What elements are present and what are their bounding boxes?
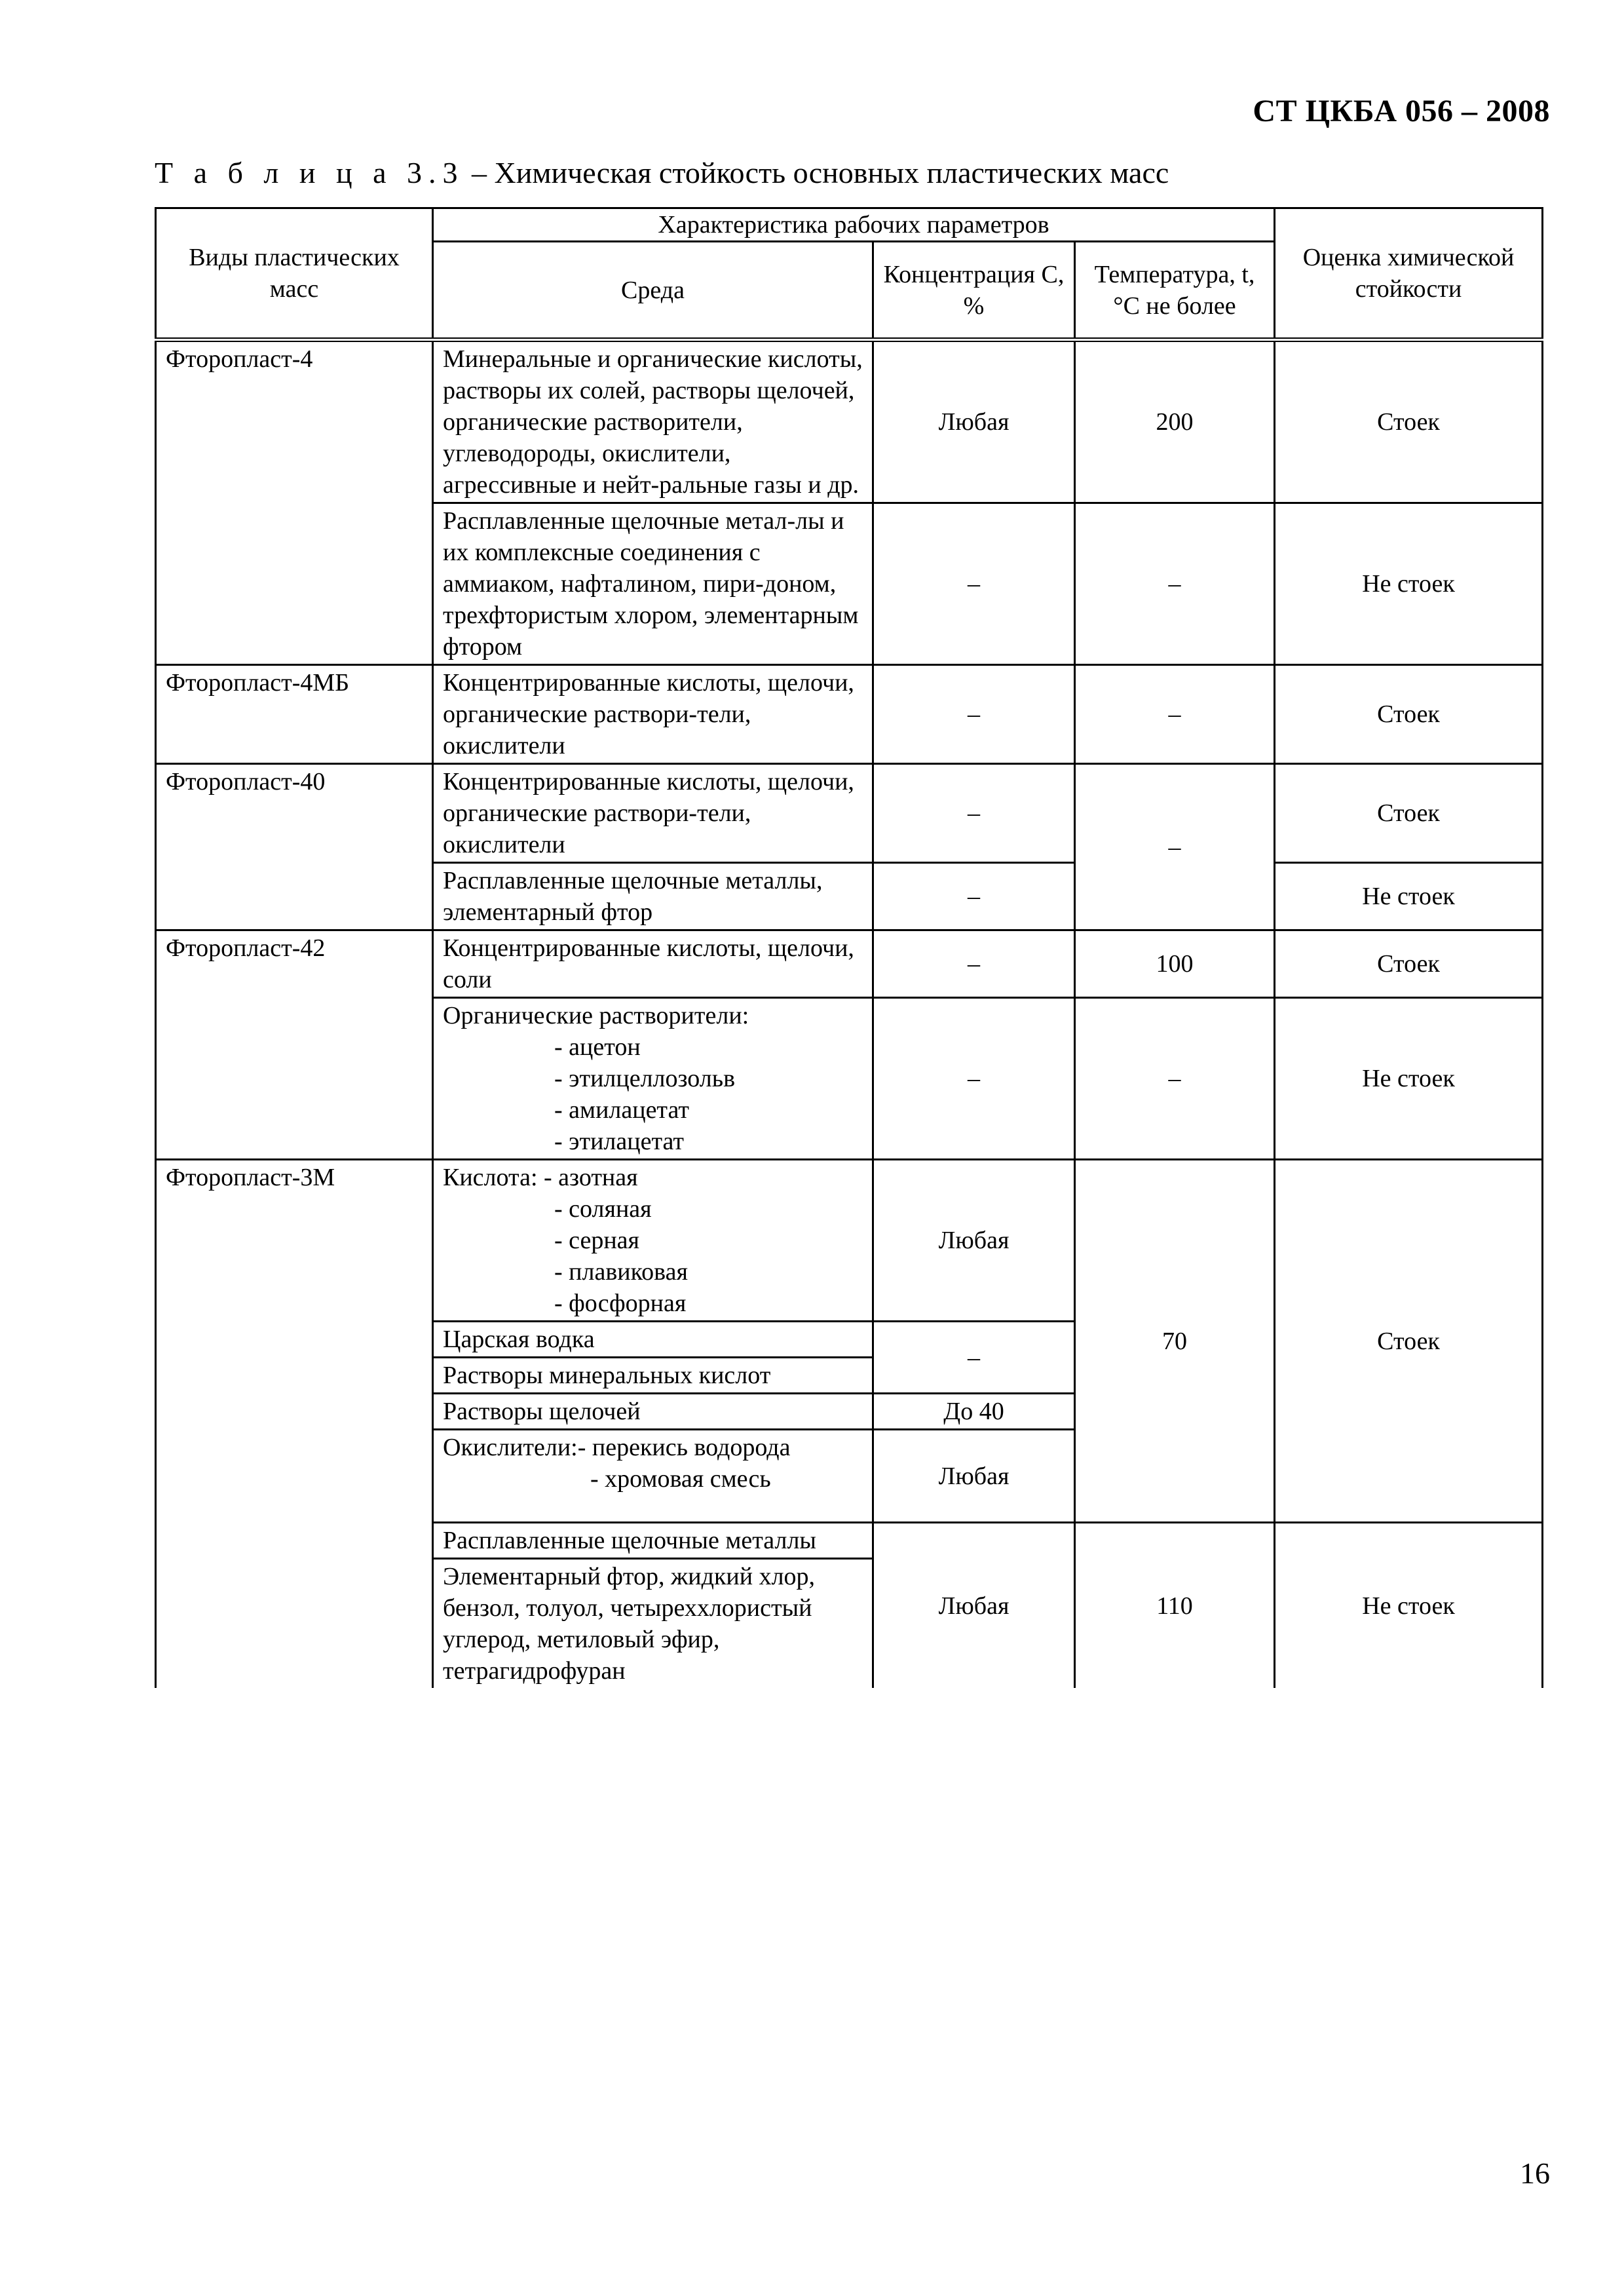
header-assessment: Оценка химической стойкости (1275, 208, 1543, 340)
table-row (156, 930, 1543, 998)
rating-cell: Стоек (1275, 1160, 1543, 1523)
medium-cell (433, 1430, 873, 1523)
medium-cell: Расплавленные щелочные металлы (433, 1523, 873, 1559)
header-plastic-types: Виды пластических масс (156, 208, 433, 340)
list-item: - этилацетат (554, 1128, 684, 1155)
medium-list-title: Органические растворители: (443, 1002, 749, 1029)
list-item: - амилацетат (554, 1096, 689, 1124)
concentration-cell: – (873, 863, 1075, 930)
concentration-cell: Любая (873, 340, 1075, 503)
plastic-name: Фторопласт-4 (156, 340, 433, 665)
concentration-cell: – (873, 503, 1075, 665)
temperature-cell: 110 (1075, 1523, 1275, 1689)
rating-cell: Не стоек (1275, 1523, 1543, 1689)
temperature-cell: 100 (1075, 930, 1275, 998)
medium-cell: Концентрированные кислоты, щелочи, органические раствори-тели, окислители (433, 764, 873, 863)
list-item: - соляная (554, 1195, 652, 1223)
list-item: - ацетон (554, 1033, 641, 1061)
concentration-cell: Любая (873, 1430, 1075, 1523)
rating-cell: Стоек (1275, 340, 1543, 503)
medium-cell: Расплавленные щелочные металлы, элементарный фтор (433, 863, 873, 930)
rating-cell: Не стоек (1275, 998, 1543, 1160)
caption-title: – Химическая стойкость основных пластических масс (472, 156, 1169, 189)
medium-cell: Концентрированные кислоты, щелочи, соли (433, 930, 873, 998)
temperature-cell: – (1075, 503, 1275, 665)
list-item: - перекись водорода (577, 1434, 791, 1461)
concentration-cell: Любая (873, 1523, 1075, 1689)
header-temperature: Температура, t, °С не более (1075, 242, 1275, 340)
concentration-cell: – (873, 998, 1075, 1160)
header-medium: Среда (433, 242, 873, 340)
table-row (156, 665, 1543, 764)
concentration-cell: – (873, 930, 1075, 998)
document-code: СТ ЦКБА 056 – 2008 (1253, 94, 1550, 128)
temperature-cell: 70 (1075, 1160, 1275, 1523)
list-item: - серная (554, 1227, 640, 1254)
header-params-group: Характеристика рабочих параметров (433, 208, 1275, 242)
list-item: - плавиковая (554, 1258, 688, 1286)
medium-cell: Растворы щелочей (433, 1394, 873, 1430)
medium-cell: Царская водка (433, 1322, 873, 1358)
header-concentration: Концентрация С, % (873, 242, 1075, 340)
medium-cell (433, 1160, 873, 1322)
temperature-cell: – (1075, 665, 1275, 764)
rating-cell: Не стоек (1275, 503, 1543, 665)
plastic-name: Фторопласт-3М (156, 1160, 433, 1689)
chemical-resistance-table (155, 207, 1543, 1688)
list-item: - фосфорная (554, 1290, 687, 1317)
concentration-cell: – (873, 764, 1075, 863)
temperature-cell: – (1075, 998, 1275, 1160)
temperature-cell: 200 (1075, 340, 1275, 503)
page-number: 16 (1520, 2156, 1550, 2190)
medium-cell (433, 998, 873, 1160)
concentration-cell: До 40 (873, 1394, 1075, 1430)
medium-cell: Минеральные и органические кислоты, растворы их солей, растворы щелочей, органические растворители, углеводороды, окислители, агрессивные и нейт-ральные газы и др. (433, 340, 873, 503)
medium-cell: Расплавленные щелочные метал-лы и их комплексные соединения с аммиаком, нафталином, пири-доном, трехфтористым хлором, элементарным фтором (433, 503, 873, 665)
rating-cell: Стоек (1275, 665, 1543, 764)
concentration-cell: – (873, 665, 1075, 764)
plastic-name: Фторопласт-40 (156, 764, 433, 930)
list-item: - азотная (544, 1164, 638, 1191)
acid-title: Кислота: (443, 1164, 538, 1191)
temperature-cell: – (1075, 764, 1275, 930)
table-row (156, 764, 1543, 863)
concentration-cell: – (873, 1322, 1075, 1394)
medium-cell: Элементарный фтор, жидкий хлор, бензол, толуол, четыреххлористый углерод, метиловый эфир, тетрагидрофуран (433, 1559, 873, 1689)
plastic-name: Фторопласт-4МБ (156, 665, 433, 764)
oxidizer-title: Окислители: (443, 1434, 578, 1461)
rating-cell: Стоек (1275, 764, 1543, 863)
rating-cell: Стоек (1275, 930, 1543, 998)
list-item: - этилцеллозольв (554, 1065, 736, 1092)
medium-cell: Концентрированные кислоты, щелочи, органические раствори-тели, окислители (433, 665, 873, 764)
table-row (156, 1160, 1543, 1322)
caption-label: Т а б л и ц а 3.3 (155, 156, 464, 189)
rating-cell: Не стоек (1275, 863, 1543, 930)
table-row (156, 340, 1543, 503)
table-caption (155, 155, 1169, 190)
medium-cell: Растворы минеральных кислот (433, 1358, 873, 1394)
list-item: - хромовая смесь (590, 1465, 771, 1493)
plastic-name: Фторопласт-42 (156, 930, 433, 1160)
concentration-cell: Любая (873, 1160, 1075, 1322)
